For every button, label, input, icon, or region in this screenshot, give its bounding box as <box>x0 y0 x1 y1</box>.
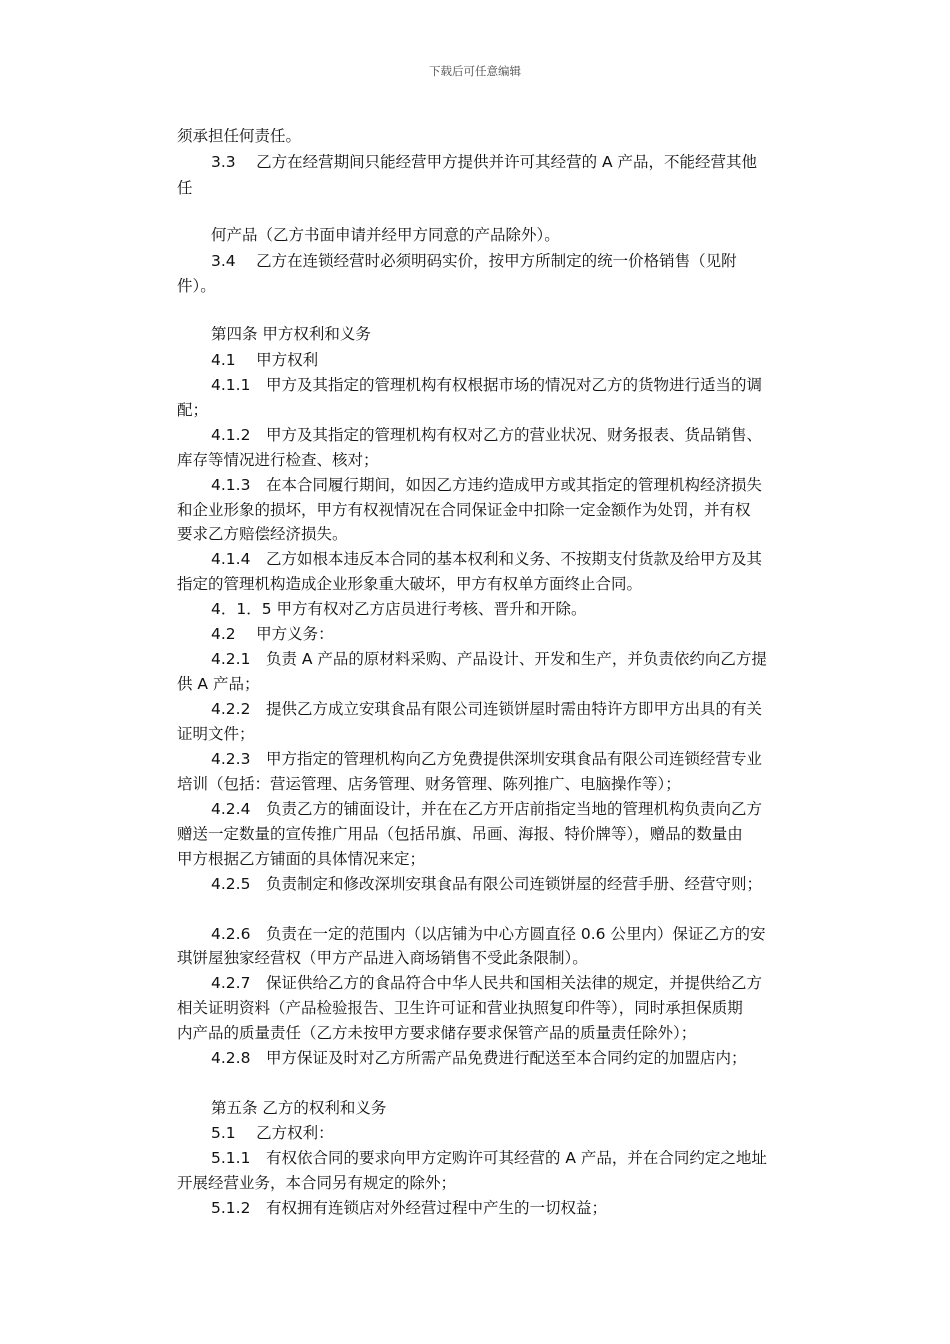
text-line: 琪饼屋独家经营权（甲方产品进入商场销售不受此条限制）。 <box>177 949 588 967</box>
text-line: 4.1.4 乙方如根本违反本合同的基本权利和义务、不按期支付货款及给甲方及其 <box>211 550 762 568</box>
text-line: 甲方根据乙方铺面的具体情况来定； <box>177 850 426 868</box>
section-heading: 第五条 乙方的权利和义务 <box>211 1099 387 1117</box>
text-line: 内产品的质量责任（乙方未按甲方要求储存要求保管产品的质量责任除外）； <box>177 1024 697 1042</box>
text-line: 件）。 <box>177 277 216 295</box>
section-heading: 第四条 甲方权利和义务 <box>211 325 371 343</box>
text-line: 相关证明资料（产品检验报告、卫生许可证和营业执照复印件等），同时承担保质期 <box>177 999 743 1017</box>
text-line: 5.1.1 有权依合同的要求向甲方定购许可其经营的 A 产品，并在合同约定之地址 <box>211 1149 767 1167</box>
text-line: 4.2.2 提供乙方成立安琪食品有限公司连锁饼屋时需由特许方即甲方出具的有关 <box>211 700 762 718</box>
text-line: 3.3 乙方在经营期间只能经营甲方提供并许可其经营的 A 产品，不能经营其他 <box>211 153 758 171</box>
text-line: 4．1．5 甲方有权对乙方店员进行考核、晋升和开除。 <box>211 600 587 618</box>
text-line: 证明文件； <box>177 725 255 743</box>
text-line: 4.2.3 甲方指定的管理机构向乙方免费提供深圳安琪食品有限公司连锁经营专业 <box>211 750 762 768</box>
text-line: 5.1.2 有权拥有连锁店对外经营过程中产生的一切权益； <box>211 1199 607 1217</box>
text-line: 何产品（乙方书面申请并经甲方同意的产品除外）。 <box>211 226 560 244</box>
text-line: 4.2.1 负责 A 产品的原材料采购、产品设计、开发和生产，并负责依约向乙方提 <box>211 650 767 668</box>
text-line: 4.2.5 负责制定和修改深圳安琪食品有限公司连锁饼屋的经营手册、经营守则； <box>211 875 762 893</box>
text-line: 4.2.7 保证供给乙方的食品符合中华人民共和国相关法律的规定，并提供给乙方 <box>211 974 762 992</box>
text-line: 4.1 甲方权利 <box>211 351 319 369</box>
text-line: 4.1.1 甲方及其指定的管理机构有权根据市场的情况对乙方的货物进行适当的调 <box>211 376 762 394</box>
text-line: 4.1.2 甲方及其指定的管理机构有权对乙方的营业状况、财务报表、货品销售、 <box>211 426 762 444</box>
text-line: 赠送一定数量的宣传推广用品（包括吊旗、吊画、海报、特价牌等），赠品的数量由 <box>177 825 743 843</box>
text-line: 3.4 乙方在连锁经营时必须明码实价，按甲方所制定的统一价格销售（见附 <box>211 252 737 270</box>
text-line: 配； <box>177 401 209 419</box>
page-header: 下载后可任意编辑 <box>429 64 521 78</box>
text-line: 培训（包括：营运管理、店务管理、财务管理、陈列推广、电脑操作等）； <box>177 775 681 793</box>
text-line: 供 A 产品； <box>177 675 260 693</box>
text-line: 任 <box>177 179 193 197</box>
text-line: 4.2.8 甲方保证及时对乙方所需产品免费进行配送至本合同约定的加盟店内； <box>211 1049 747 1067</box>
text-line: 4.2.6 负责在一定的范围内（以店铺为中心方圆直径 0.6 公里内）保证乙方的安 <box>211 925 766 943</box>
text-line: 要求乙方赔偿经济损失。 <box>177 525 348 543</box>
text-line: 开展经营业务，本合同另有规定的除外； <box>177 1174 457 1192</box>
text-line: 和企业形象的损坏，甲方有权视情况在合同保证金中扣除一定金额作为处罚，并有权 <box>177 501 751 519</box>
text-line: 须承担任何责任。 <box>177 127 302 145</box>
text-line: 5.1 乙方权利： <box>211 1124 334 1142</box>
text-line: 库存等情况进行检查、核对； <box>177 451 379 469</box>
text-line: 4.1.3 在本合同履行期间，如因乙方违约造成甲方或其指定的管理机构经济损失 <box>211 476 762 494</box>
text-line: 4.2.4 负责乙方的铺面设计，并在在乙方开店前指定当地的管理机构负责向乙方 <box>211 800 762 818</box>
text-line: 4.2 甲方义务： <box>211 625 334 643</box>
text-line: 指定的管理机构造成企业形象重大破坏，甲方有权单方面终止合同。 <box>177 575 643 593</box>
